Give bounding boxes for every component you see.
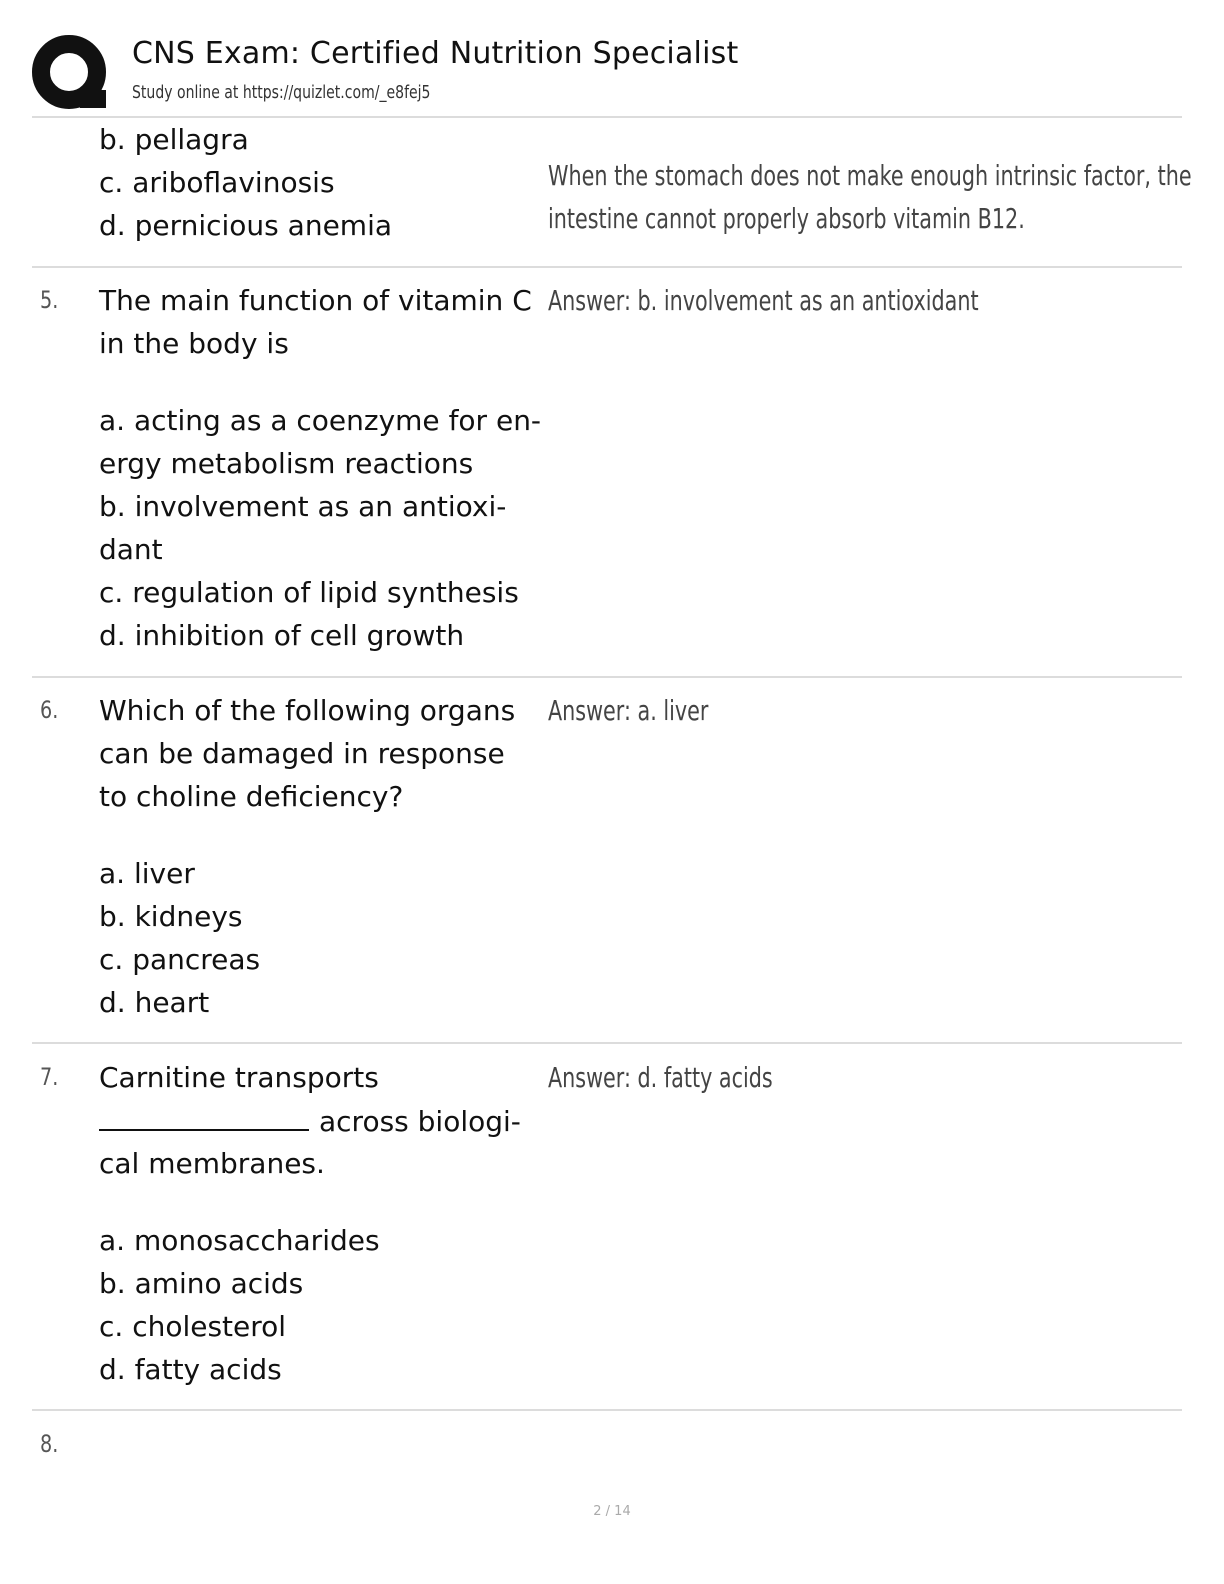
continued-explanation [548, 154, 1192, 240]
question-text: across biologi- [319, 1105, 521, 1138]
option: dant [99, 533, 163, 566]
explanation-line: When the stomach does not make enough intrinsic factor, the [548, 159, 1192, 192]
answer: Answer: b. involvement as an antioxidant [548, 284, 979, 317]
option: a. liver [99, 857, 195, 890]
quizlet-logo-icon [32, 34, 110, 112]
divider [32, 266, 1182, 268]
document-title: CNS Exam: Certified Nutrition Specialist [132, 36, 739, 71]
question-number: 5. [40, 286, 59, 314]
answer: Answer: d. fatty acids [548, 1061, 773, 1094]
question-7 [99, 1056, 549, 1391]
answer: Answer: a. liver [548, 694, 709, 727]
question-6 [99, 689, 549, 1024]
divider [32, 676, 1182, 678]
explanation-line: intestine cannot properly absorb vitamin B12. [548, 202, 1025, 235]
option: b. amino acids [99, 1267, 304, 1300]
option: a. acting as a coenzyme for en- [99, 404, 542, 437]
continued-options [99, 118, 549, 247]
question-number: 7. [40, 1063, 59, 1091]
option: ergy metabolism reactions [99, 447, 474, 480]
question-text: The main function of vitamin C [99, 284, 532, 317]
fill-in-blank [99, 1099, 309, 1131]
question-text: Carnitine transports [99, 1061, 379, 1094]
divider [32, 1409, 1182, 1411]
option: c. regulation of lipid synthesis [99, 576, 519, 609]
option: c. cholesterol [99, 1310, 287, 1343]
question-text: cal membranes. [99, 1147, 325, 1180]
document-header [32, 30, 1182, 116]
option: d. inhibition of cell growth [99, 619, 465, 652]
option: c. pancreas [99, 943, 261, 976]
option: d. pernicious anemia [99, 209, 393, 242]
question-number: 8. [40, 1430, 59, 1458]
option: b. involvement as an antioxi- [99, 490, 507, 523]
option: a. monosaccharides [99, 1224, 380, 1257]
divider [32, 1042, 1182, 1044]
study-link[interactable]: Study online at https://quizlet.com/_e8fej5 [132, 82, 431, 103]
question-text: can be damaged in response [99, 737, 505, 770]
page-number: 2 / 14 [593, 1504, 631, 1519]
option: c. ariboflavinosis [99, 166, 335, 199]
question-number: 6. [40, 696, 59, 724]
question-text: to choline deficiency? [99, 780, 404, 813]
option: b. pellagra [99, 123, 249, 156]
question-text: in the body is [99, 327, 289, 360]
question-5 [99, 279, 549, 657]
option: b. kidneys [99, 900, 243, 933]
option: d. fatty acids [99, 1353, 282, 1386]
question-text: Which of the following organs [99, 694, 516, 727]
option: d. heart [99, 986, 210, 1019]
